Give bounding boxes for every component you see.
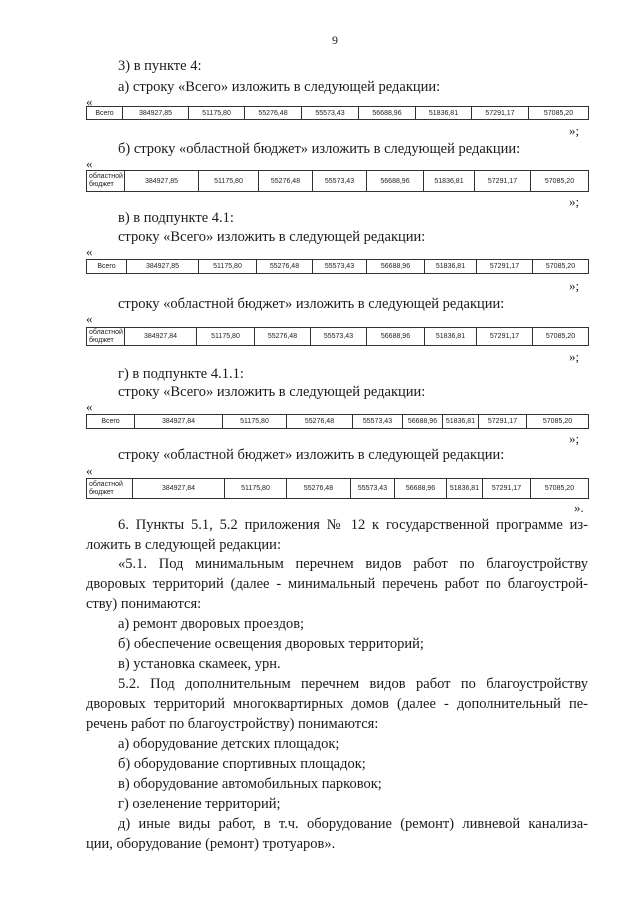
value-cell: 55276,48 bbox=[287, 479, 351, 499]
value-cell: 55276,48 bbox=[259, 171, 313, 192]
quote-open: « bbox=[86, 94, 93, 109]
value-cell: 56688,96 bbox=[367, 260, 425, 274]
value-cell: 51836,81 bbox=[424, 171, 475, 192]
sub-g-text: г) в подпункте 4.1.1: bbox=[118, 366, 244, 382]
p52-line1: 5.2. Под дополнительным перечнем видов работ по благоустройству bbox=[118, 676, 588, 692]
line-regional-text: строку «областной бюджет» изложить в следующей редакции: bbox=[118, 296, 505, 312]
list-item: а) оборудование детских площадок; bbox=[118, 736, 340, 752]
list-item: в) оборудование автомобильных парковок; bbox=[118, 776, 382, 792]
value-cell: 51175,80 bbox=[199, 260, 257, 274]
quote-close: »; bbox=[569, 431, 580, 446]
value-cell: 56688,96 bbox=[395, 479, 447, 499]
sub-v-text: в) в подпункте 4.1: bbox=[118, 210, 234, 226]
quote-open: « bbox=[86, 463, 93, 478]
item3-heading: 3) в пункте 4: bbox=[118, 58, 202, 74]
quote-open: « bbox=[86, 244, 93, 259]
table-total-3 bbox=[86, 414, 589, 429]
line-regional-text: строку «областной бюджет» изложить в следующей редакции: bbox=[118, 447, 505, 463]
value-cell: 51836,81 bbox=[416, 107, 472, 120]
value-cell: 57085,20 bbox=[529, 107, 589, 120]
item6-line2: ложить в следующей редакции: bbox=[86, 537, 281, 553]
quote-close: »; bbox=[569, 194, 580, 209]
value-cell: 51836,81 bbox=[443, 415, 479, 429]
value-cell: 51836,81 bbox=[425, 260, 477, 274]
value-cell: 51175,80 bbox=[197, 328, 255, 346]
value-cell: 55276,48 bbox=[257, 260, 313, 274]
item-d-line1: д) иные виды работ, в т.ч. оборудование (ремонт) ливневой канализа- bbox=[118, 816, 588, 832]
row-label: областной бюджет bbox=[87, 479, 133, 499]
quote-open: « bbox=[86, 311, 93, 326]
list-item: б) обеспечение освещения дворовых территорий; bbox=[118, 636, 424, 652]
row-label: Всего bbox=[87, 260, 127, 274]
quote-close: »; bbox=[569, 278, 580, 293]
value-cell: 56688,96 bbox=[359, 107, 416, 120]
item-d-paragraph bbox=[86, 814, 588, 854]
quote-open: « bbox=[86, 156, 93, 171]
list-item: а) ремонт дворовых проездов; bbox=[118, 616, 305, 632]
value-cell: 51175,80 bbox=[225, 479, 287, 499]
value-cell: 56688,96 bbox=[367, 328, 425, 346]
value-cell: 57085,20 bbox=[531, 171, 589, 192]
value-cell: 57291,17 bbox=[479, 415, 527, 429]
item-d-line2: ции, оборудование (ремонт) тротуаров». bbox=[86, 836, 336, 852]
value-cell: 57291,17 bbox=[477, 328, 533, 346]
value-cell: 57291,17 bbox=[475, 171, 531, 192]
row-label: областной бюджет bbox=[87, 328, 125, 346]
item6-line1: 6. Пункты 5.1, 5.2 приложения № 12 к государственной программе из- bbox=[118, 517, 588, 533]
sub-a-text: а) строку «Всего» изложить в следующей редакции: bbox=[118, 79, 441, 95]
value-cell: 55276,48 bbox=[245, 107, 302, 120]
row-label: Всего bbox=[87, 415, 135, 429]
list-item: б) оборудование спортивных площадок; bbox=[118, 756, 366, 772]
p51-line3: ству) понимаются: bbox=[86, 596, 202, 612]
value-cell: 384927,84 bbox=[135, 415, 223, 429]
sub-b-text: б) строку «областной бюджет» изложить в следующей редакции: bbox=[118, 141, 521, 157]
item6-paragraph bbox=[86, 515, 588, 555]
p51-line1: «5.1. Под минимальным перечнем видов работ по благоустройству bbox=[118, 556, 588, 572]
quote-close: »; bbox=[569, 123, 580, 138]
value-cell: 51175,80 bbox=[223, 415, 287, 429]
value-cell: 57085,20 bbox=[533, 328, 589, 346]
line-total-text: строку «Всего» изложить в следующей редакции: bbox=[118, 229, 426, 245]
p52-paragraph bbox=[86, 674, 588, 734]
quote-open: « bbox=[86, 399, 93, 414]
table-total-1 bbox=[86, 106, 589, 120]
value-cell: 56688,96 bbox=[367, 171, 424, 192]
quote-close-final: ». bbox=[574, 500, 584, 515]
line-total-text: строку «Всего» изложить в следующей редакции: bbox=[118, 384, 426, 400]
value-cell: 57291,17 bbox=[483, 479, 531, 499]
value-cell: 55573,43 bbox=[313, 260, 367, 274]
table-regional-3 bbox=[86, 478, 589, 499]
p52-line3: речень работ по благоустройству) понимаются: bbox=[86, 716, 379, 732]
table-regional-2 bbox=[86, 327, 589, 346]
value-cell: 384927,85 bbox=[125, 171, 199, 192]
p52-line2: дворовых территорий многоквартирных домов (далее - дополнительный пе- bbox=[86, 696, 588, 712]
table-total-2 bbox=[86, 259, 589, 274]
value-cell: 55276,48 bbox=[255, 328, 311, 346]
value-cell: 384927,84 bbox=[125, 328, 197, 346]
list-item: в) установка скамеек, урн. bbox=[118, 656, 281, 672]
row-label: Всего bbox=[87, 107, 123, 120]
value-cell: 57085,20 bbox=[527, 415, 589, 429]
value-cell: 51836,81 bbox=[447, 479, 483, 499]
p51-paragraph bbox=[86, 554, 588, 614]
value-cell: 51836,81 bbox=[425, 328, 477, 346]
list52 bbox=[86, 734, 588, 814]
p51-line2: дворовых территорий (далее - минимальный перечень работ по благоустрой- bbox=[86, 576, 588, 592]
value-cell: 57085,20 bbox=[533, 260, 589, 274]
value-cell: 384927,84 bbox=[133, 479, 225, 499]
value-cell: 55573,43 bbox=[353, 415, 403, 429]
value-cell: 384927,85 bbox=[127, 260, 199, 274]
value-cell: 56688,96 bbox=[403, 415, 443, 429]
value-cell: 55276,48 bbox=[287, 415, 353, 429]
quote-close: »; bbox=[569, 349, 580, 364]
value-cell: 55573,43 bbox=[302, 107, 359, 120]
list51 bbox=[86, 614, 588, 674]
value-cell: 57085,20 bbox=[531, 479, 589, 499]
value-cell: 384927,85 bbox=[123, 107, 189, 120]
table-regional-1 bbox=[86, 170, 589, 192]
row-label: областной бюджет bbox=[87, 171, 125, 192]
value-cell: 55573,43 bbox=[311, 328, 367, 346]
value-cell: 51175,80 bbox=[199, 171, 259, 192]
list-item: г) озеленение территорий; bbox=[118, 796, 281, 812]
value-cell: 55573,43 bbox=[351, 479, 395, 499]
value-cell: 57291,17 bbox=[477, 260, 533, 274]
value-cell: 51175,80 bbox=[189, 107, 245, 120]
page-number: 9 bbox=[332, 33, 338, 47]
value-cell: 55573,43 bbox=[313, 171, 367, 192]
value-cell: 57291,17 bbox=[472, 107, 529, 120]
